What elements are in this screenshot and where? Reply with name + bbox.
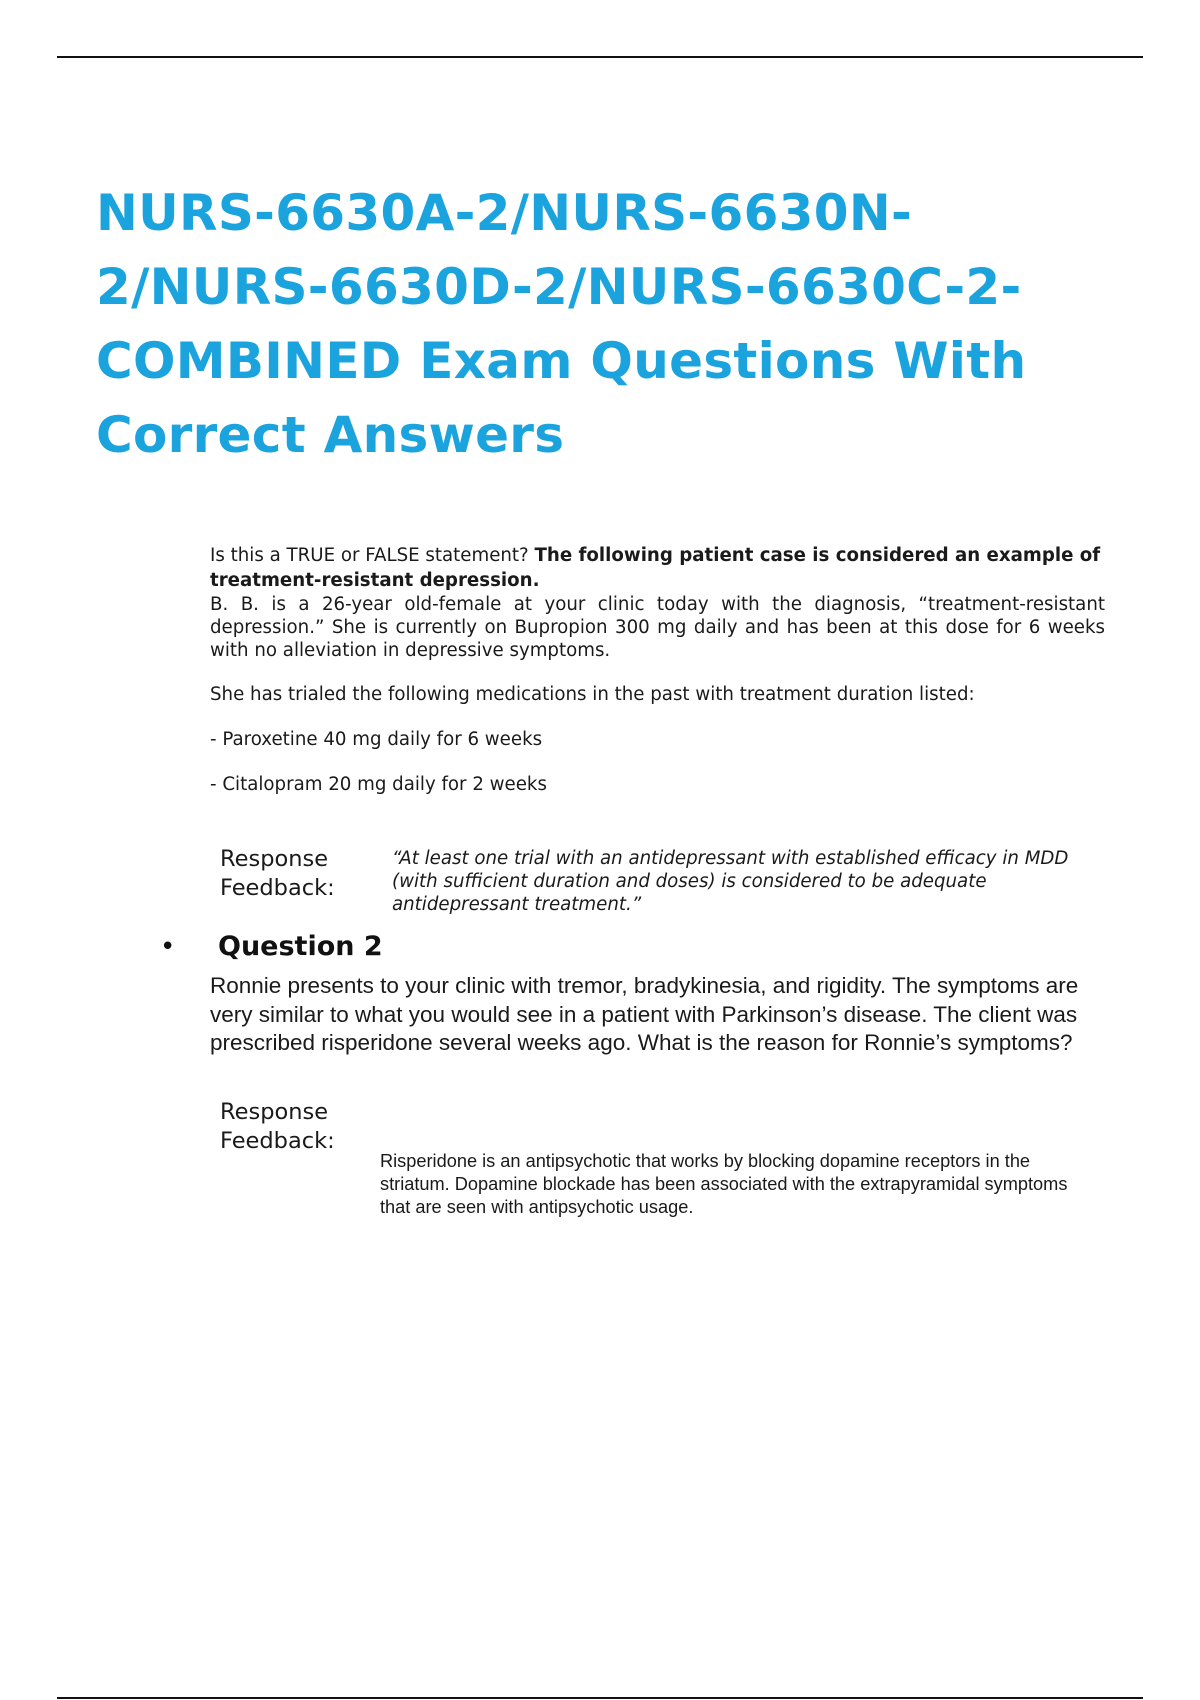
bullet-icon: • bbox=[160, 932, 176, 962]
medication-item: - Paroxetine 40 mg daily for 6 weeks bbox=[210, 729, 543, 750]
question-1-prompt-plain: Is this a TRUE or FALSE statement? bbox=[210, 545, 535, 566]
question-2-heading: Question 2 bbox=[218, 931, 383, 962]
question-1-trials-intro: She has trialed the following medications in the past with treatment duration listed: bbox=[210, 684, 975, 705]
title-line: COMBINED Exam Questions With bbox=[96, 332, 1027, 390]
question-1-prompt-bold: The following patient case is considered an example of treatment-resistant depression. bbox=[210, 545, 1101, 591]
question-1-prompt bbox=[210, 543, 1105, 593]
title-line: 2/NURS-6630D-2/NURS-6630C-2- bbox=[96, 258, 1022, 316]
feedback-label-line: Response bbox=[220, 846, 329, 872]
question-1-case: B. B. is a 26-year old-female at your clinic today with the diagnosis, “treatment-resistant depression.” She is currently on Bupropion 300 mg daily and has been at this dose for 6 weeks with no alleviation in depressive symptoms. bbox=[210, 594, 1105, 661]
response-feedback-text: Risperidone is an antipsychotic that works by blocking dopamine receptors in the striatum. Dopamine blockade has been associated with the extrapyramidal symptoms that are seen with antipsychotic usage. bbox=[380, 1151, 1068, 1217]
question-1 bbox=[210, 543, 1105, 795]
feedback-label-line: Response bbox=[220, 1099, 329, 1125]
document-title bbox=[96, 176, 1106, 472]
feedback-label-line: Feedback: bbox=[220, 875, 335, 901]
response-feedback-label bbox=[220, 1098, 370, 1156]
response-feedback-label bbox=[220, 845, 370, 903]
question-2-text: Ronnie presents to your clinic with tremor, bradykinesia, and rigidity. The symptoms are very similar to what you would see in a patient with Parkinson’s disease. The client was prescribed risperidone several weeks ago. What is the reason for Ronnie’s symptoms? bbox=[210, 973, 1079, 1055]
title-line: NURS-6630A-2/NURS-6630N- bbox=[96, 184, 913, 242]
medication-item: - Citalopram 20 mg daily for 2 weeks bbox=[210, 774, 547, 795]
bottom-divider bbox=[57, 1697, 1143, 1699]
title-line: Correct Answers bbox=[96, 406, 565, 464]
top-divider bbox=[57, 56, 1143, 58]
feedback-label-line: Feedback: bbox=[220, 1128, 335, 1154]
response-feedback-text: “At least one trial with an antidepressant with established efficacy in MDD (with sufficient duration and doses) is considered to be adequate antidepressant treatment.” bbox=[392, 848, 1069, 915]
